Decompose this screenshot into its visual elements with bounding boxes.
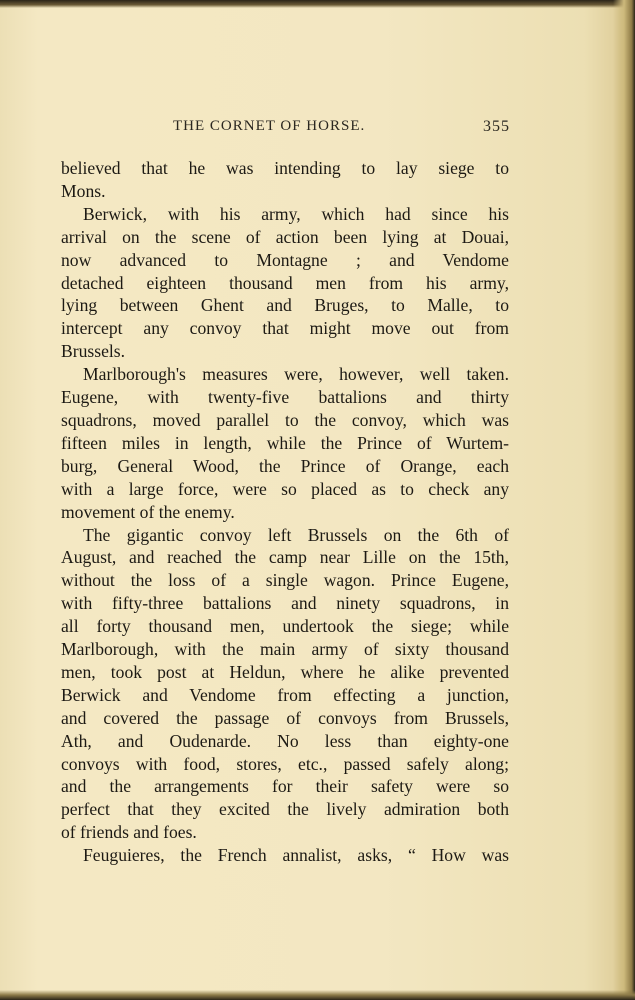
paragraph: [61, 524, 509, 845]
text-line: Brussels.: [61, 341, 126, 362]
text-line: with a large force, were so placed as to check any: [61, 478, 509, 499]
text-line: with fifty-three battalions and ninety squadrons, in: [61, 593, 509, 614]
running-head-title: THE CORNET OF HORSE.: [173, 118, 366, 134]
text-line: lying between Ghent and Bruges, to Malle, to: [61, 295, 509, 316]
running-head: [60, 118, 510, 140]
page-right-edge: [613, 0, 635, 1000]
text-line: Berwick and Vendome from effecting a junction,: [61, 684, 509, 705]
text-line: all forty thousand men, undertook the siege; while: [61, 616, 509, 637]
text-line: men, took post at Heldun, where he alike prevented: [61, 661, 509, 682]
text-line: arrival on the scene of action been lying at Douai,: [61, 226, 509, 247]
text-line: Eugene, with twenty-five battalions and thirty: [61, 387, 509, 408]
text-line: Marlborough's measures were, however, well taken.: [83, 364, 509, 385]
text-line: Feuguieres, the French annalist, asks, “ How was: [83, 845, 509, 866]
text-line: August, and reached the camp near Lille on the 15th,: [61, 547, 509, 568]
body-text: [61, 157, 509, 867]
text-line: of friends and foes.: [61, 822, 197, 843]
text-line: Ath, and Oudenarde. No less than eighty-one: [61, 730, 509, 751]
text-line: intercept any convoy that might move out from: [61, 318, 509, 339]
page-bottom-edge: [0, 990, 635, 1000]
text-line: perfect that they excited the lively admiration both: [61, 799, 509, 820]
text-line: The gigantic convoy left Brussels on the 6th of: [83, 524, 509, 545]
paragraph: [61, 844, 509, 867]
text-line: Mons.: [61, 180, 106, 201]
page-top-edge: [0, 0, 635, 8]
text-line: detached eighteen thousand men from his army,: [61, 272, 509, 293]
text-line: and covered the passage of convoys from Brussels,: [61, 707, 509, 728]
text-line: convoys with food, stores, etc., passed safely along;: [61, 753, 509, 774]
text-line: fifteen miles in length, while the Prince of Wurtem-: [61, 432, 509, 453]
text-line: believed that he was intending to lay siege to: [61, 158, 509, 178]
paragraph: [61, 363, 509, 523]
text-line: without the loss of a single wagon. Prince Eugene,: [61, 570, 509, 591]
text-line: and the arrangements for their safety were so: [61, 776, 509, 797]
text-line: Berwick, with his army, which had since his: [83, 203, 509, 224]
text-line: burg, General Wood, the Prince of Orange, each: [61, 455, 509, 476]
text-line: Marlborough, with the main army of sixty thousand: [61, 639, 509, 660]
text-line: movement of the enemy.: [61, 501, 235, 522]
paragraph: [61, 157, 509, 203]
text-line: squadrons, moved parallel to the convoy, which was: [61, 409, 509, 430]
paragraph: [61, 203, 509, 363]
text-line: now advanced to Montagne ; and Vendome: [61, 249, 509, 270]
page-number: 355: [483, 118, 510, 135]
